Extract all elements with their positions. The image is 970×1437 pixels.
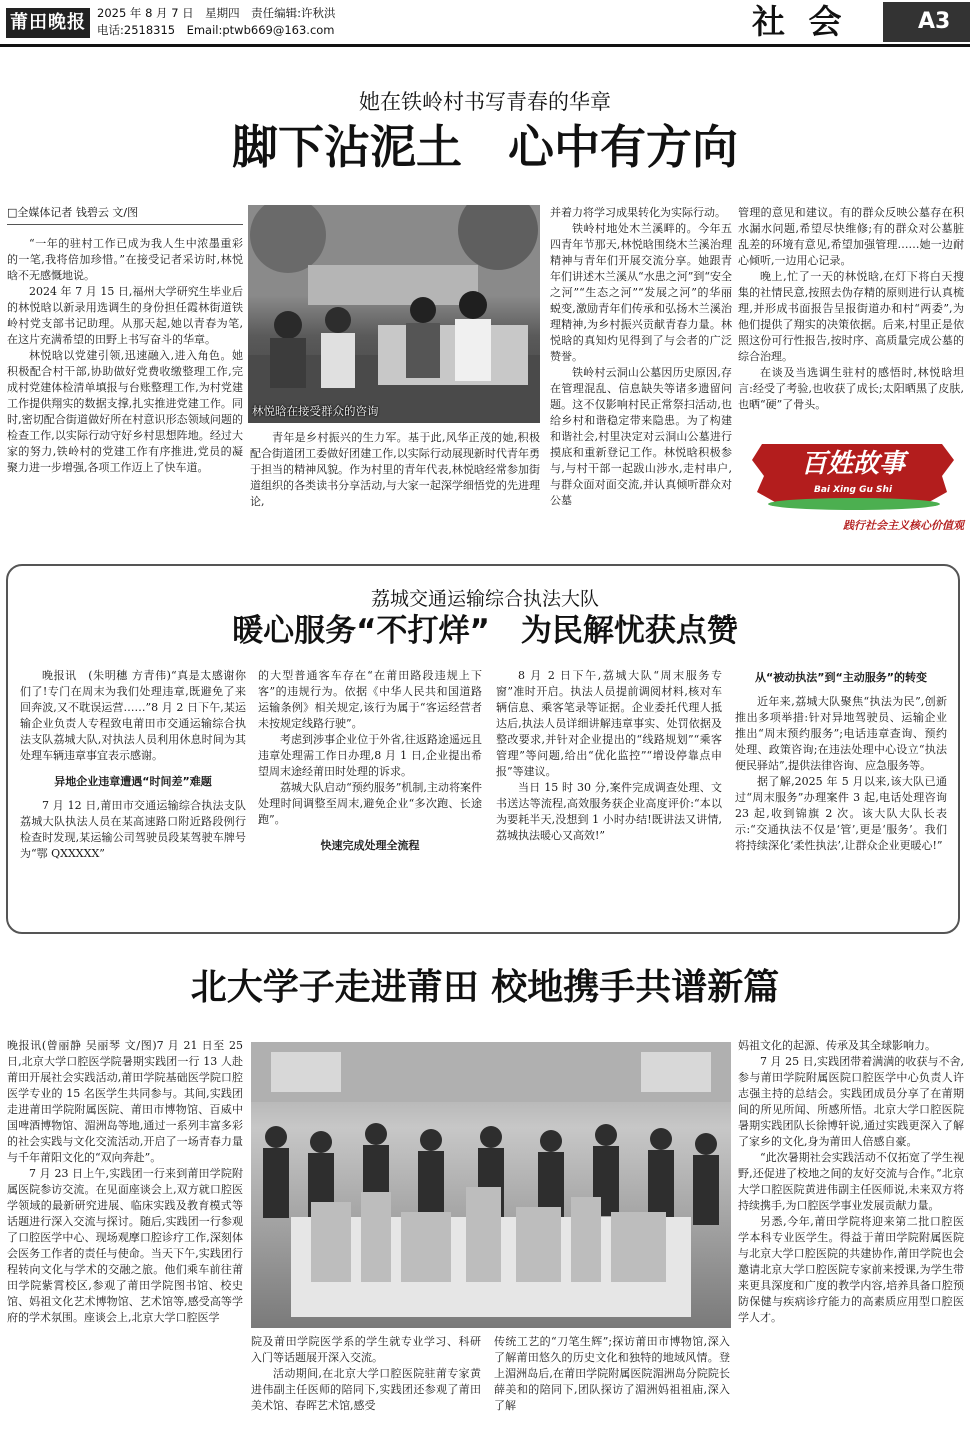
paragraph: 林悦晗以党建引领,迅速融入,进入角色。她积极配合村干部,协助做好党费收缴整理工作,完成村党建体检清单填报与台账整理工作,为村党建工作提供翔实的数据支撑,扎实推进党建工作。同时,密切配合街道做好所在村意识形态领域问题的检查工作,以实际行动守好乡村思想阵地。经过大家的努力,铁岭村的党建工作有序推进,党员的凝聚力进一步增强,各项工作迈上了快车道。 <box>7 349 243 474</box>
masthead-rule <box>0 44 970 47</box>
paragraph: 7 月 12 日,莆田市交通运输综合执法支队荔城大队执法人员在某高速路口附近路段例行检查时发现,某运输公司驾驶员段某驾驶车牌号为“鄂 QXXXXX” <box>20 799 246 860</box>
article2-column-1 <box>20 668 246 908</box>
paragraph: 2024 年 7 月 15 日,福州大学研究生毕业后的林悦晗以新录用选调生的身份担任霞林街道铁岭村党支部书记助理。从那天起,她以青春为笔,在这片充满希望的田野上书写奋斗的华章。 <box>7 285 243 346</box>
paragraph: 当日 15 时 30 分,案件完成调查处理、文书送达等流程,高效服务获企业高度评价:“本以为要耗半天,没想到 1 小时办结!既讲法又讲情,荔城执法暖心又高效!” <box>496 781 722 842</box>
photo-scene <box>248 205 540 423</box>
newspaper-logo: 莆田晚报 <box>6 8 90 38</box>
article1-column-3 <box>550 205 732 542</box>
paragraph: 7 月 25 日,实践团带着满满的收获与不舍,参与莆田学院附属医院口腔医学中心负责人许志强主持的总结会。实践团成员分享了在莆期间的所见所闻、所感所悟。北京大学口腔医院暑期实践团队长徐博轩说,通过实践更深入了解了家乡的文化,身为莆田人倍感自豪。 <box>738 1055 964 1148</box>
paragraph: 荔城大队启动“预约服务”机制,主动将案件处理时间调整至周末,避免企业“多次跑、长途跑”。 <box>258 781 482 826</box>
article2-column-3 <box>496 668 722 908</box>
logo-title: 百姓故事 <box>800 449 905 479</box>
paragraph: 另悉,今年,莆田学院将迎来第二批口腔医学本科专业医学生。得益于莆田学院附属医院与北京大学口腔医院的共建协作,莆田学院也会邀请北京大学口腔医院专家前来授课,为学生带来更具深度和广度的教学内容,培养具备口腔预防保健与疾病诊疗能力的高素质应用型口腔医学人才。 <box>738 1215 964 1324</box>
paragraph: 管理的意见和建议。有的群众反映公墓存在积水漏水问题,希望尽快维修;有的群众对公墓脏乱差的环境有意见,希望加强管理……她一边耐心倾听,一边用心记录。 <box>738 206 964 267</box>
article3-column-4 <box>738 1038 964 1430</box>
paragraph: 活动期间,在北京大学口腔医院驻莆专家黄进伟副主任医师的陪同下,实践团还参观了莆田美术馆、春晖艺术馆,感受 <box>251 1367 481 1412</box>
article3-column-3 <box>494 1334 730 1430</box>
paragraph: 青年是乡村振兴的生力军。基于此,风华正茂的她,积极配合街道团工委做好团建工作,以实际行动展现新时代青年勇于担当的精神风貌。作为村里的青年代表,林悦晗经常参加街道组织的各类读书分享活动,与大家一起深学细悟党的先进理论, <box>250 431 540 508</box>
article3-column-1 <box>7 1038 243 1430</box>
article1-kicker: 她在铁岭村书写青春的华章 <box>359 90 611 114</box>
bai-xing-gu-shi-logo <box>742 432 964 540</box>
paragraph: 铁岭村地处木兰溪畔的。今年五四青年节那天,林悦晗围绕木兰溪治理精神与青年们开展交流分享。她跟青年们讲述木兰溪从“水患之河”到“安全之河”“生态之河”“发展之河”的华丽蜕变,激励青年们传承和弘扬木兰溪治理精神,为乡村振兴贡献青春力量。林悦晗的真知灼见得到了与会者的广泛赞誉。 <box>550 222 732 363</box>
article1-photo <box>248 205 540 423</box>
article3-column-2 <box>251 1334 481 1430</box>
logo-slogan: 践行社会主义核心价值观 <box>843 519 964 532</box>
contact-line: 电话:2518315 Email:ptwb669@163.com <box>97 23 335 37</box>
byline-rule <box>7 224 243 225</box>
page-number: A3 <box>918 9 951 34</box>
subheading: 从“被动执法”到“主动服务”的转变 <box>755 671 927 684</box>
paragraph: 晚上,忙了一天的林悦晗,在灯下将白天搜集的社情民意,按照去伪存精的原则进行认真梳理,并形成书面报告呈报街道办和村“两委”,为他们提供了翔实的决策依据。后来,村里正是依照这份可行性报告,按时序、高质量完成公墓的综合治理。 <box>738 270 964 363</box>
article2-headline: 暖心服务“不打烊” 为民解忧获点赞 <box>232 613 738 649</box>
article1-column-2 <box>250 430 540 542</box>
paragraph: 的大型普通客车存在“在莆田路段违规上下客”的违规行为。依据《中华人民共和国道路运输条例》相关规定,该行为属于“客运经营者未按规定线路行驶”。 <box>258 669 482 730</box>
article1-column-1 <box>7 236 243 542</box>
paragraph: “此次暑期社会实践活动不仅拓宽了学生视野,还促进了校地之间的友好交流与合作。”北京大学口腔医院黄进伟副主任医师说,未来双方将持续携手,为口腔医学事业发展贡献力量。 <box>738 1151 964 1212</box>
paragraph: 并着力将学习成果转化为实际行动。 <box>550 206 726 219</box>
photo-scene <box>251 1042 731 1328</box>
masthead <box>0 0 970 46</box>
article1-byline: □全媒体记者 钱碧云 文/图 <box>7 206 139 219</box>
article2-kicker: 荔城交通运输综合执法大队 <box>370 588 599 610</box>
paragraph: 传统工艺的“刀笔生辉”;探访莆田市博物馆,深入了解莆田悠久的历史文化和独特的地域风情。登上湄洲岛后,在莆田学院附属医院湄洲岛分院院长薛美和的陪同下,团队探访了湄洲妈祖祖庙,深入了解 <box>494 1335 730 1412</box>
paragraph: 在谈及当选调生驻村的感悟时,林悦晗坦言:经受了考验,也收获了成长;太阳晒黑了皮肤,也晒“硬”了骨头。 <box>738 366 964 411</box>
paragraph: “一年的驻村工作已成为我人生中浓墨重彩的一笔,我将倍加珍惜。”在接受记者采访时,林悦晗不无感慨地说。 <box>7 237 243 282</box>
paragraph: 铁岭村云洞山公墓因历史原因,存在管理混乱、信息缺失等诸多遗留问题。这不仅影响村民正常祭扫活动,也给乡村和谐稳定带来隐患。为了构建和谐社会,村里决定对云洞山公墓进行摸底和重新登记工作。林悦晗积极参与,与村干部一起跋山涉水,走村串户,与群众面对面交流,并认真倾听群众对公墓 <box>550 366 732 507</box>
paragraph: 考虑到涉事企业位于外省,往返路途遥远且违章处理需工作日办理,8 月 1 日,企业提出希望周末途经莆田时处理的诉求。 <box>258 733 482 778</box>
subheading: 异地企业违章遭遇“时间差”难题 <box>54 775 212 788</box>
section-name: 社 会 <box>752 2 848 41</box>
paragraph: 据了解,2025 年 5 月以来,该大队已通过“周末服务”办理案件 3 起,电话处理咨询 23 起,收到锦旗 2 次。该大队大队长表示:“交通执法不仅是‘管’,更是‘服务’。我们将持续深化‘柔性执法’,让群众企业更暖心!” <box>735 775 947 852</box>
article1-headline: 脚下沾泥土 心中有方向 <box>232 120 738 174</box>
paragraph: 近年来,荔城大队聚焦“执法为民”,创新推出多项举措:针对异地驾驶员、运输企业推出“周末预约服务”;电话违章查询、预约处理、政策咨询;在违法处理中心设立“执法便民驿站”,提供法律咨询、应急服务等。 <box>735 695 947 772</box>
article1-column-4 <box>738 205 964 425</box>
article2-column-4 <box>735 668 947 908</box>
logo-pinyin: Bai Xing Gu Shi <box>813 485 893 495</box>
paragraph: 妈祖文化的起源、传承及其全球影响力。 <box>738 1039 936 1052</box>
article3-headline: 北大学子走进莆田 校地携手共谱新篇 <box>190 967 780 1008</box>
paragraph: 7 月 23 日上午,实践团一行来到莆田学院附属医院参访交流。在见面座谈会上,双方就口腔医学领域的最新研究进展、临床实践及教育模式等话题进行深入交流与探讨。随后,实践团一行参观了口腔医学中心、现场观摩口腔诊疗工作,深刻体会医务工作者的责任与使命。当天下午,实践团行程转向文化与学术的交融之旅。他们乘车前往莆田学院紫霄校区,参观了莆田学院图书馆、校史馆、妈祖文化艺术博物馆、艺术馆等,感受高等学府的学术氛围。座谈会上,北京大学口腔医学 <box>7 1167 243 1324</box>
photo-caption: 林悦晗在接受群众的咨询 <box>252 404 379 418</box>
date-line: 2025 年 8 月 7 日 星期四 责任编辑:许秋洪 <box>97 6 336 20</box>
subheading: 快速完成处理全流程 <box>320 839 420 852</box>
article3-photo <box>251 1042 731 1328</box>
article2-column-2 <box>258 668 482 908</box>
paragraph: 院及莆田学院医学系的学生就专业学习、科研入门等话题展开深入交流。 <box>251 1335 481 1364</box>
paragraph: 8 月 2 日下午,荔城大队“周末服务专窗”准时开启。执法人员提前调阅材料,核对车辆信息、乘客笔录等证据。企业委托代理人抵达后,执法人员详细讲解违章事实、处罚依据及整改要求,并针对企业提出的“线路规划”“乘客管理”等问题,给出“优化监控”“增设停靠点申报”等建议。 <box>496 669 722 778</box>
paragraph: 晚报讯 (朱明穗 方青伟)“真是太感谢你们了!专门在周末为我们处理违章,既避免了来回奔波,又不耽误运营……”8 月 2 日下午,某运输企业负责人专程致电莆田市交通运输综合执法支队荔城大队,对执法人员利用休息时间为其处理车辆违章事宜表示感谢。 <box>20 669 246 762</box>
paragraph: 晚报讯(曾丽静 吴丽琴 文/图)7 月 21 日至 25 日,北京大学口腔医学院暑期实践团一行 13 人赴莆田开展社会实践活动,莆田学院基础医学院口腔医学专业的 15 名医学生共同参与。其间,实践团走进莆田学院附属医院、莆田市博物馆、百威中国啤酒博物馆、湄洲岛等地,通过一系列丰富多彩的社会实践与文化交流活动,开启了一场青春力量与千年莆阳文化的“双向奔赴”。 <box>7 1039 243 1164</box>
